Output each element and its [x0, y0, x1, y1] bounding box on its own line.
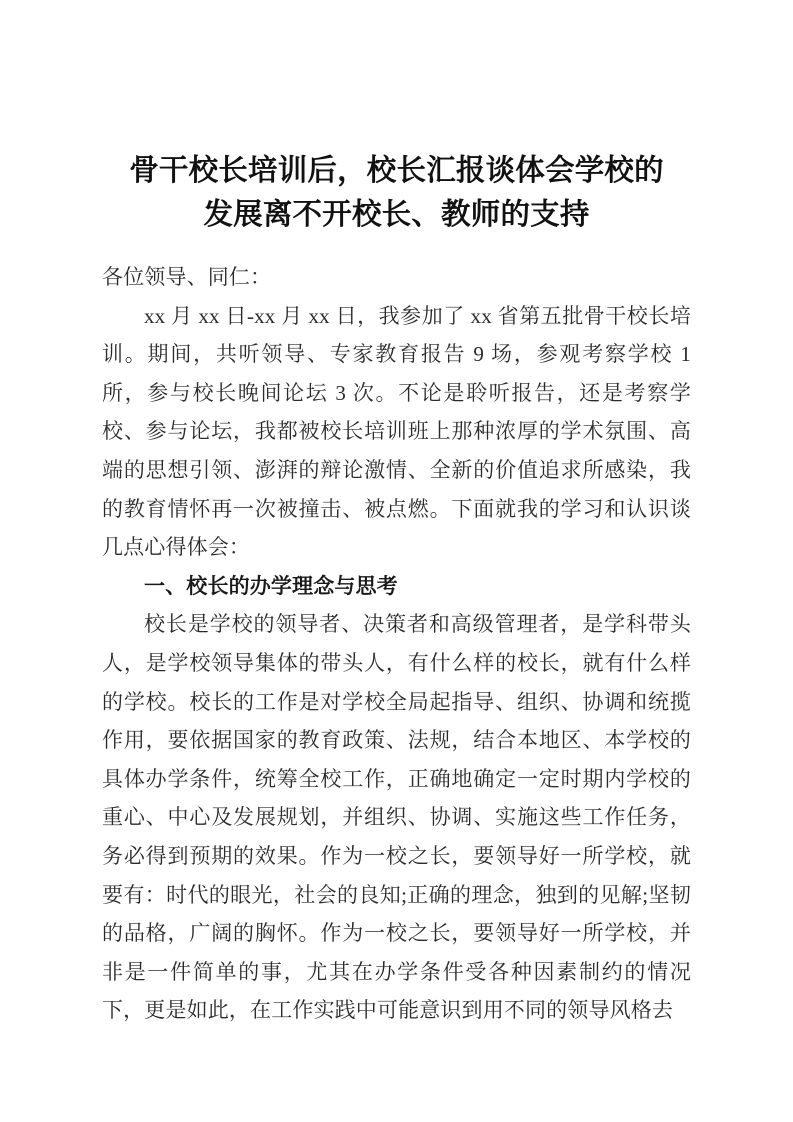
document-title-line-2: 发展离不开校长、教师的支持	[203, 197, 590, 231]
document-title-line-1: 骨干校长培训后，校长汇报谈体会学校的	[129, 153, 664, 187]
paragraph-section-1-body: 校长是学校的领导者、决策者和高级管理者，是学科带头人，是学校领导集体的带头人，有什么样的校长，就有什么样的学校。校长的工作是对学校全局起指导、组织、协调和统揽作用，要依据国家的教育政策、法规，结合本地区、本学校的具体办学条件，统筹全校工作，正确地确定一定时期内学校的重心、中心及发展规划，并组织、协调、实施这些工作任务，务必得到预期的效果。作为一校之长，要领导好一所学校，就要有：时代的眼光，社会的良知;正确的理念，独到的见解;坚韧的品格，广阔的胸怀。作为一校之长，要领导好一所学校，并非是一件简单的事，尤其在办学条件受各种因素制约的情况下，更是如此，在工作实践中可能意识到用不同的领导风格去	[102, 612, 691, 1023]
salutation: 各位领导、同仁：	[102, 265, 272, 289]
paragraph-intro: xx 月 xx 日-xx 月 xx 日，我参加了 xx 省第五批骨干校长培训。期间，共听领导、专家教育报告 9 场，参观考察学校 1 所，参与校长晚间论坛 3 次。不论是聆听报告，还是考察学校、参与论坛，我都被校长培训班上那种浓厚的学术氛围、高端的思想引领、澎湃的辩论激情、全新的价值追求所感染，我的教育情怀再一次被撞击、被点燃。下面就我的学习和认识谈几点心得体会：	[102, 303, 691, 560]
section-heading-1: 一、校长的办学理念与思考	[144, 573, 398, 598]
page-content	[102, 0, 691, 1030]
document-body	[102, 258, 691, 1030]
document-title	[102, 0, 691, 236]
